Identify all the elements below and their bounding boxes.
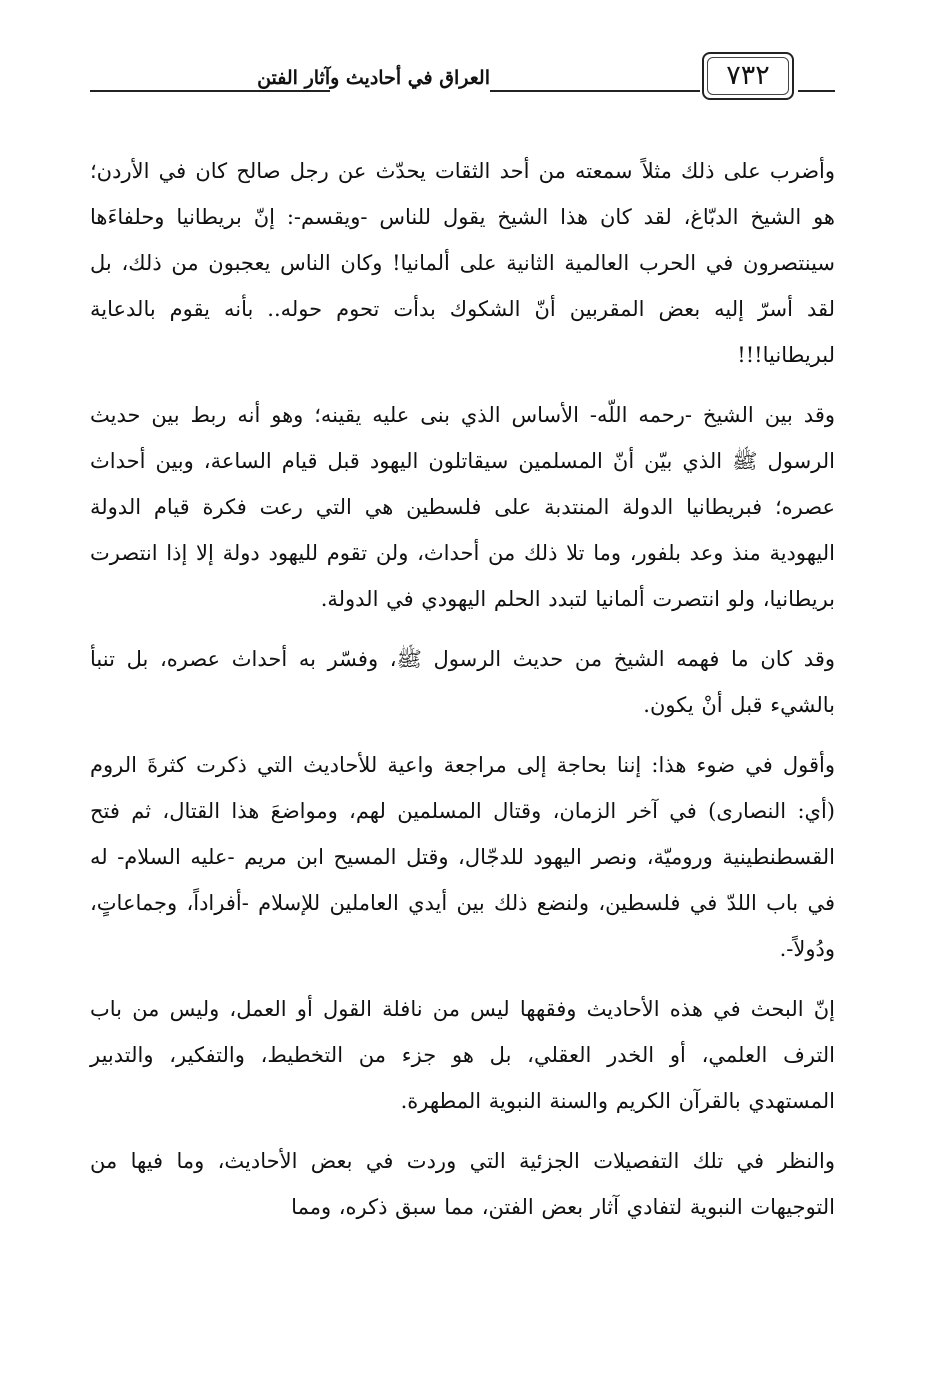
header-rule-middle [490,90,700,92]
paragraph-6: والنظر في تلك التفصيلات الجزئية التي وردت في بعض الأحاديث، وما فيها من التوجيهات النبوية لتفادي آثار بعض الفتن، مما سبق ذكره، ومما [90,1149,835,1219]
paragraph-5: إنّ البحث في هذه الأحاديث وفقهها ليس من نافلة القول أو العمل، وليس من باب الترف العلمي، أو الخدر العقلي، بل هو جزء من التخطيط، والتفكير، والتدبير المستهدي بالقرآن الكريم والسنة النبوية المطهرة. [90,997,835,1113]
page-header [90,52,835,108]
paragraph-1: وأضرب على ذلك مثلاً سمعته من أحد الثقات يحدّث عن رجل صالح كان في الأردن؛ هو الشيخ الدبّاغ، لقد كان هذا الشيخ يقول للناس -ويقسم-: إنّ بريطانيا وحلفاءَها سينتصرون في الحرب العالمية الثانية على ألمانيا! وكان الناس يعجبون من ذلك، بل لقد أسرّ إليه بعض المقربين أنّ الشكوك بدأت تحوم حوله.. بأنه يقوم بالدعاية لبريطانيا!!! [90,159,835,367]
paragraph-2: وقد بين الشيخ -رحمه اللّه- الأساس الذي بنى عليه يقينه؛ وهو أنه ربط بين حديث الرسول ﷺ الذي بيّن أنّ المسلمين سيقاتلون اليهود قبل قيام الساعة، وبين أحداث عصره؛ فبريطانيا الدولة المنتدبة على فلسطين هي التي رعت فكرة قيام الدولة اليهودية منذ وعد بلفور، وما تلا ذلك من أحداث، ولن تقوم لليهود دولة إلا إذا انتصرت بريطانيا، ولو انتصرت ألمانيا لتبدد الحلم اليهودي في الدولة. [90,403,835,611]
header-rule-right [798,90,835,92]
paragraph-4: وأقول في ضوء هذا: إننا بحاجة إلى مراجعة واعية للأحاديث التي ذكرت كثرةَ الروم (أي: النصارى) في آخر الزمان، وقتال المسلمين لهم، ومواضعَ هذا القتال، ثم فتح القسطنطينية وروميّة، ونصر اليهود للدجّال، وقتل المسيح ابن مريم -عليه السلام- له في باب اللدّ في فلسطين، ولنضع ذلك بين أيدي العاملين للإسلام -أفراداً، وجماعاتٍ، ودُولاً-. [90,753,835,961]
running-book-title: العراق في أحاديث وآثار الفتن [257,67,490,89]
page-number: ٧٣٢ [702,52,794,100]
page-body [90,148,835,1244]
paragraph-3: وقد كان ما فهمه الشيخ من حديث الرسول ﷺ، وفسّر به أحداث عصره، بل تنبأ بالشيء قبل أنْ يكون. [90,647,835,717]
